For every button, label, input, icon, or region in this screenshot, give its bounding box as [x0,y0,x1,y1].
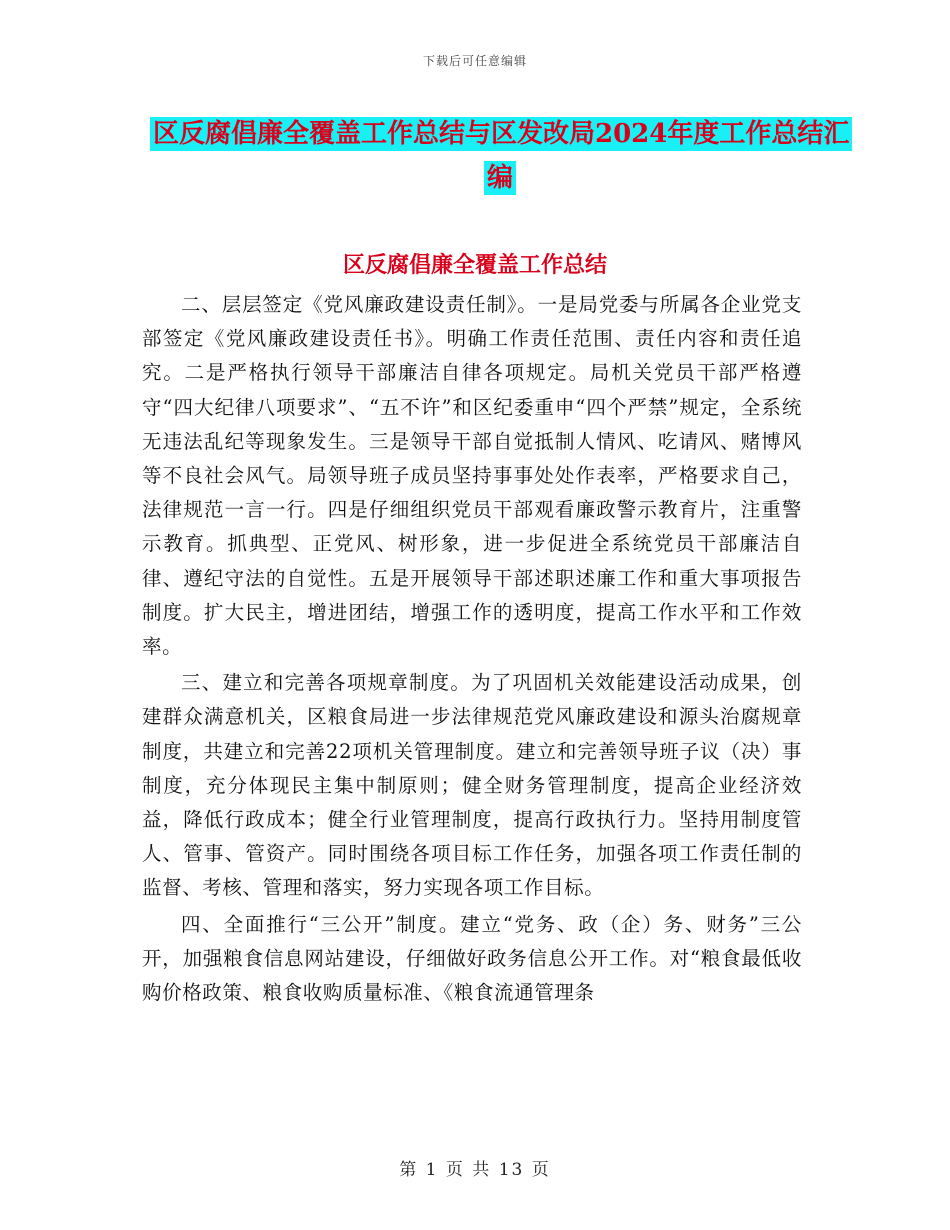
page-number: 第 1 页 共 13 页 [399,1160,551,1180]
document-title [150,112,850,200]
paragraph: 三、建立和完善各项规章制度。为了巩固机关效能建设活动成果，创建群众满意机关，区粮食局进一步法律规范党风廉政建设和源头治腐规章制度，共建立和完善22项机关管理制度。建立和完善领导班子议（决）事制度，充分体现民主集中制原则；健全财务管理制度，提高企业经济效益，降低行政成本；健全行业管理制度，提高行政执行力。坚持用制度管人、管事、管资产。同时围绕各项目标工作任务，加强各项工作责任制的监督、考核、管理和落实，努力实现各项工作目标。 [142,671,802,900]
section-title: 区反腐倡廉全覆盖工作总结 [342,252,607,278]
document-body [142,288,802,1012]
document-title-text: 区反腐倡廉全覆盖工作总结与区发改局2024年度工作总结汇编 [150,117,852,195]
paragraph: 四、全面推行“三公开”制度。建立“党务、政（企）务、财务”三公开，加强粮食信息网站建设，仔细做好政务信息公开工作。对“粮食最低收购价格政策、粮食收购质量标准、《粮食流通管理条 [142,912,802,1005]
paragraph: 二、层层签定《党风廉政建设责任制》。一是局党委与所属各企业党支部签定《党风廉政建设责任书》。明确工作责任范围、责任内容和责任追究。二是严格执行领导干部廉洁自律各项规定。局机关党员干部严格遵守“四大纪律八项要求”、“五不许”和区纪委重申“四个严禁”规定，全系统无违法乱纪等现象发生。三是领导干部自觉抵制人情风、吃请风、赌博风等不良社会风气。局领导班子成员坚持事事处处作表率，严格要求自己，法律规范一言一行。四是仔细组织党员干部观看廉政警示教育片，注重警示教育。抓典型、正党风、树形象，进一步促进全系统党员干部廉洁自律、遵纪守法的自觉性。五是开展领导干部述职述廉工作和重大事项报告制度。扩大民主，增进团结，增强工作的透明度，提高工作水平和工作效率。 [142,293,802,659]
header-note: 下载后可任意编辑 [422,54,527,68]
